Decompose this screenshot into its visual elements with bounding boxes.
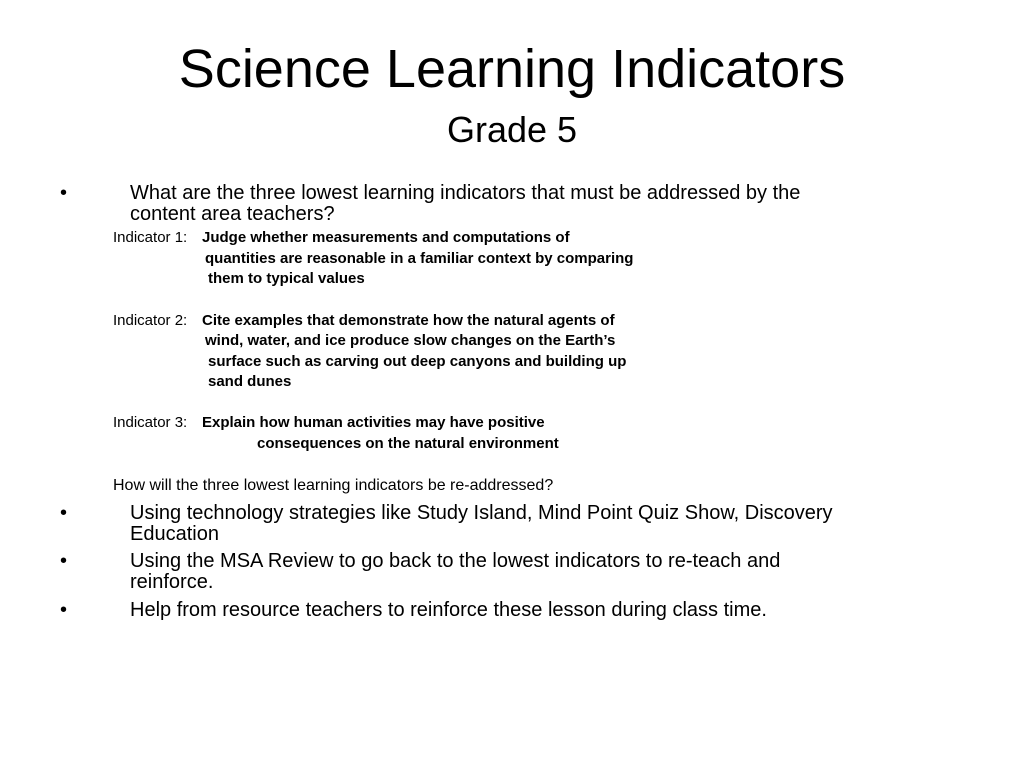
bullet-text [130, 503, 950, 545]
answer-2-line-1: Using the MSA Review to go back to the lowest indicators to re-teach and [130, 550, 781, 572]
bullet-marker: • [60, 550, 68, 572]
indicator-3-line-2: consequences on the natural environment [257, 435, 559, 452]
bullet-marker: • [60, 182, 68, 204]
answer-1-line-1: Using technology strategies like Study Island, Mind Point Quiz Show, Discovery [130, 502, 833, 524]
answer-2-line-2: reinforce. [130, 571, 214, 593]
indicator-2-line-1: Cite examples that demonstrate how the natural agents of [202, 312, 615, 329]
bullet-text [130, 600, 950, 621]
bullet-text [130, 551, 950, 593]
indicator-1-line-3: them to typical values [208, 270, 365, 287]
indicator-2-line-4: sand dunes [208, 373, 292, 390]
indicator-1-line-1: Judge whether measurements and computations of [202, 229, 570, 246]
question-1-line-1: What are the three lowest learning indicators that must be addressed by the [130, 182, 801, 204]
indicator-2-line-3: surface such as carving out deep canyons and building up [208, 353, 627, 370]
question-2: How will the three lowest learning indicators be re-addressed? [113, 477, 554, 494]
indicator-1-label: Indicator 1: [113, 229, 188, 246]
indicator-1-line-2: quantities are reasonable in a familiar context by comparing [205, 250, 634, 267]
bullet-marker: • [60, 502, 68, 524]
answer-3-line-1: Help from resource teachers to reinforce these lesson during class time. [130, 599, 767, 621]
slide-subtitle: Grade 5 [446, 109, 578, 150]
indicator-3-label: Indicator 3: [113, 414, 188, 431]
indicator-2-line-2: wind, water, and ice produce slow changes on the Earth’s [205, 332, 616, 349]
indicator-3-line-1: Explain how human activities may have positive [202, 414, 545, 431]
answer-1-line-2: Education [130, 523, 219, 545]
indicator-2-label: Indicator 2: [113, 312, 188, 329]
slide-title: Science Learning Indicators [178, 39, 846, 99]
bullet-marker: • [60, 599, 68, 621]
bullet-text [130, 183, 950, 225]
question-1-line-2: content area teachers? [130, 203, 335, 225]
